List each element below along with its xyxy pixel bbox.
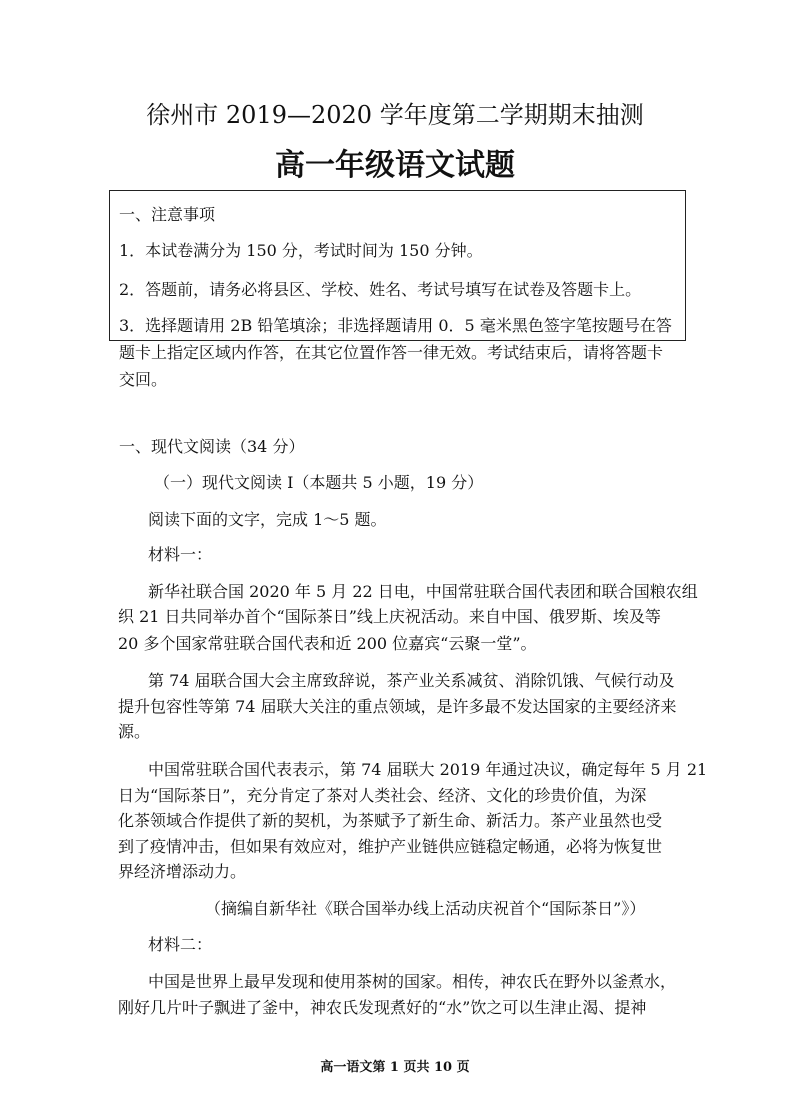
paper-subtitle: 高一年级语文试题 xyxy=(275,148,515,183)
reading-instruction: 阅读下面的文字，完成 1～5 题。 xyxy=(148,510,387,529)
paragraph-1-line: 新华社联合国 2020 年 5 月 22 日电，中国常驻联合国代表团和联合国粮农组 xyxy=(148,582,698,601)
notice-item-3: 3．选择题请用 2B 铅笔填涂；非选择题请用 0．5 毫米黑色签字笔按题号在答 xyxy=(119,316,672,335)
subsection-heading: （一）现代文阅读 I（本题共 5 小题，19 分） xyxy=(154,473,484,492)
paragraph-2-line: 源。 xyxy=(118,722,151,741)
paragraph-3-line: 中国常驻联合国代表表示，第 74 届联大 2019 年通过决议，确定每年 5 月 21 xyxy=(148,760,708,779)
paragraph-3-line: 到了疫情冲击，但如果有效应对，维护产业链供应链稳定畅通，必将为恢复世 xyxy=(118,837,663,856)
paragraph-4-line: 中国是世界上最早发现和使用茶树的国家。相传，神农氏在野外以釜煮水， xyxy=(148,972,677,991)
paragraph-3-line: 界经济增添动力。 xyxy=(118,862,247,881)
page-footer: 高一语文第 1 页共 10 页 xyxy=(320,1060,470,1075)
paragraph-1-line: 织 21 日共同举办首个“国际茶日”线上庆祝活动。来自中国、俄罗斯、埃及等 xyxy=(118,607,661,626)
paragraph-3-line: 化茶领域合作提供了新的契机，为茶赋予了新生命、新活力。茶产业虽然也受 xyxy=(118,811,663,830)
source-citation: （摘编自新华社《联合国举办线上活动庆祝首个“国际茶日”》） xyxy=(205,899,646,918)
notice-heading: 一、注意事项 xyxy=(119,205,216,224)
material-1-label: 材料一： xyxy=(148,545,213,564)
paragraph-4-line: 刚好几片叶子飘进了釜中，神农氏发现煮好的“水”饮之可以生津止渴、提神 xyxy=(118,998,647,1017)
section-heading: 一、现代文阅读（34 分） xyxy=(119,437,305,456)
notice-item-1: 1．本试卷满分为 150 分，考试时间为 150 分钟。 xyxy=(119,241,483,260)
exam-title: 徐州市 2019—2020 学年度第二学期期末抽测 xyxy=(146,101,644,129)
notice-item-3-end: 交回。 xyxy=(119,370,168,389)
paragraph-1-line: 20 多个国家常驻联合国代表和近 200 位嘉宾“云聚一堂”。 xyxy=(118,634,537,653)
notice-item-3-cont: 题卡上指定区域内作答，在其它位置作答一律无效。考试结束后，请将答题卡 xyxy=(119,343,664,362)
paragraph-2-line: 第 74 届联合国大会主席致辞说，茶产业关系减贫、消除饥饿、气候行动及 xyxy=(148,671,675,690)
paragraph-3-line: 日为“国际茶日”，充分肯定了茶对人类社会、经济、文化的珍贵价值，为深 xyxy=(118,786,647,805)
notice-item-2: 2．答题前，请务必将县区、学校、姓名、考试号填写在试卷及答题卡上。 xyxy=(119,280,642,299)
paragraph-2-line: 提升包容性等第 74 届联大关注的重点领域，是许多最不发达国家的主要经济来 xyxy=(118,697,677,716)
material-2-label: 材料二： xyxy=(148,935,213,954)
